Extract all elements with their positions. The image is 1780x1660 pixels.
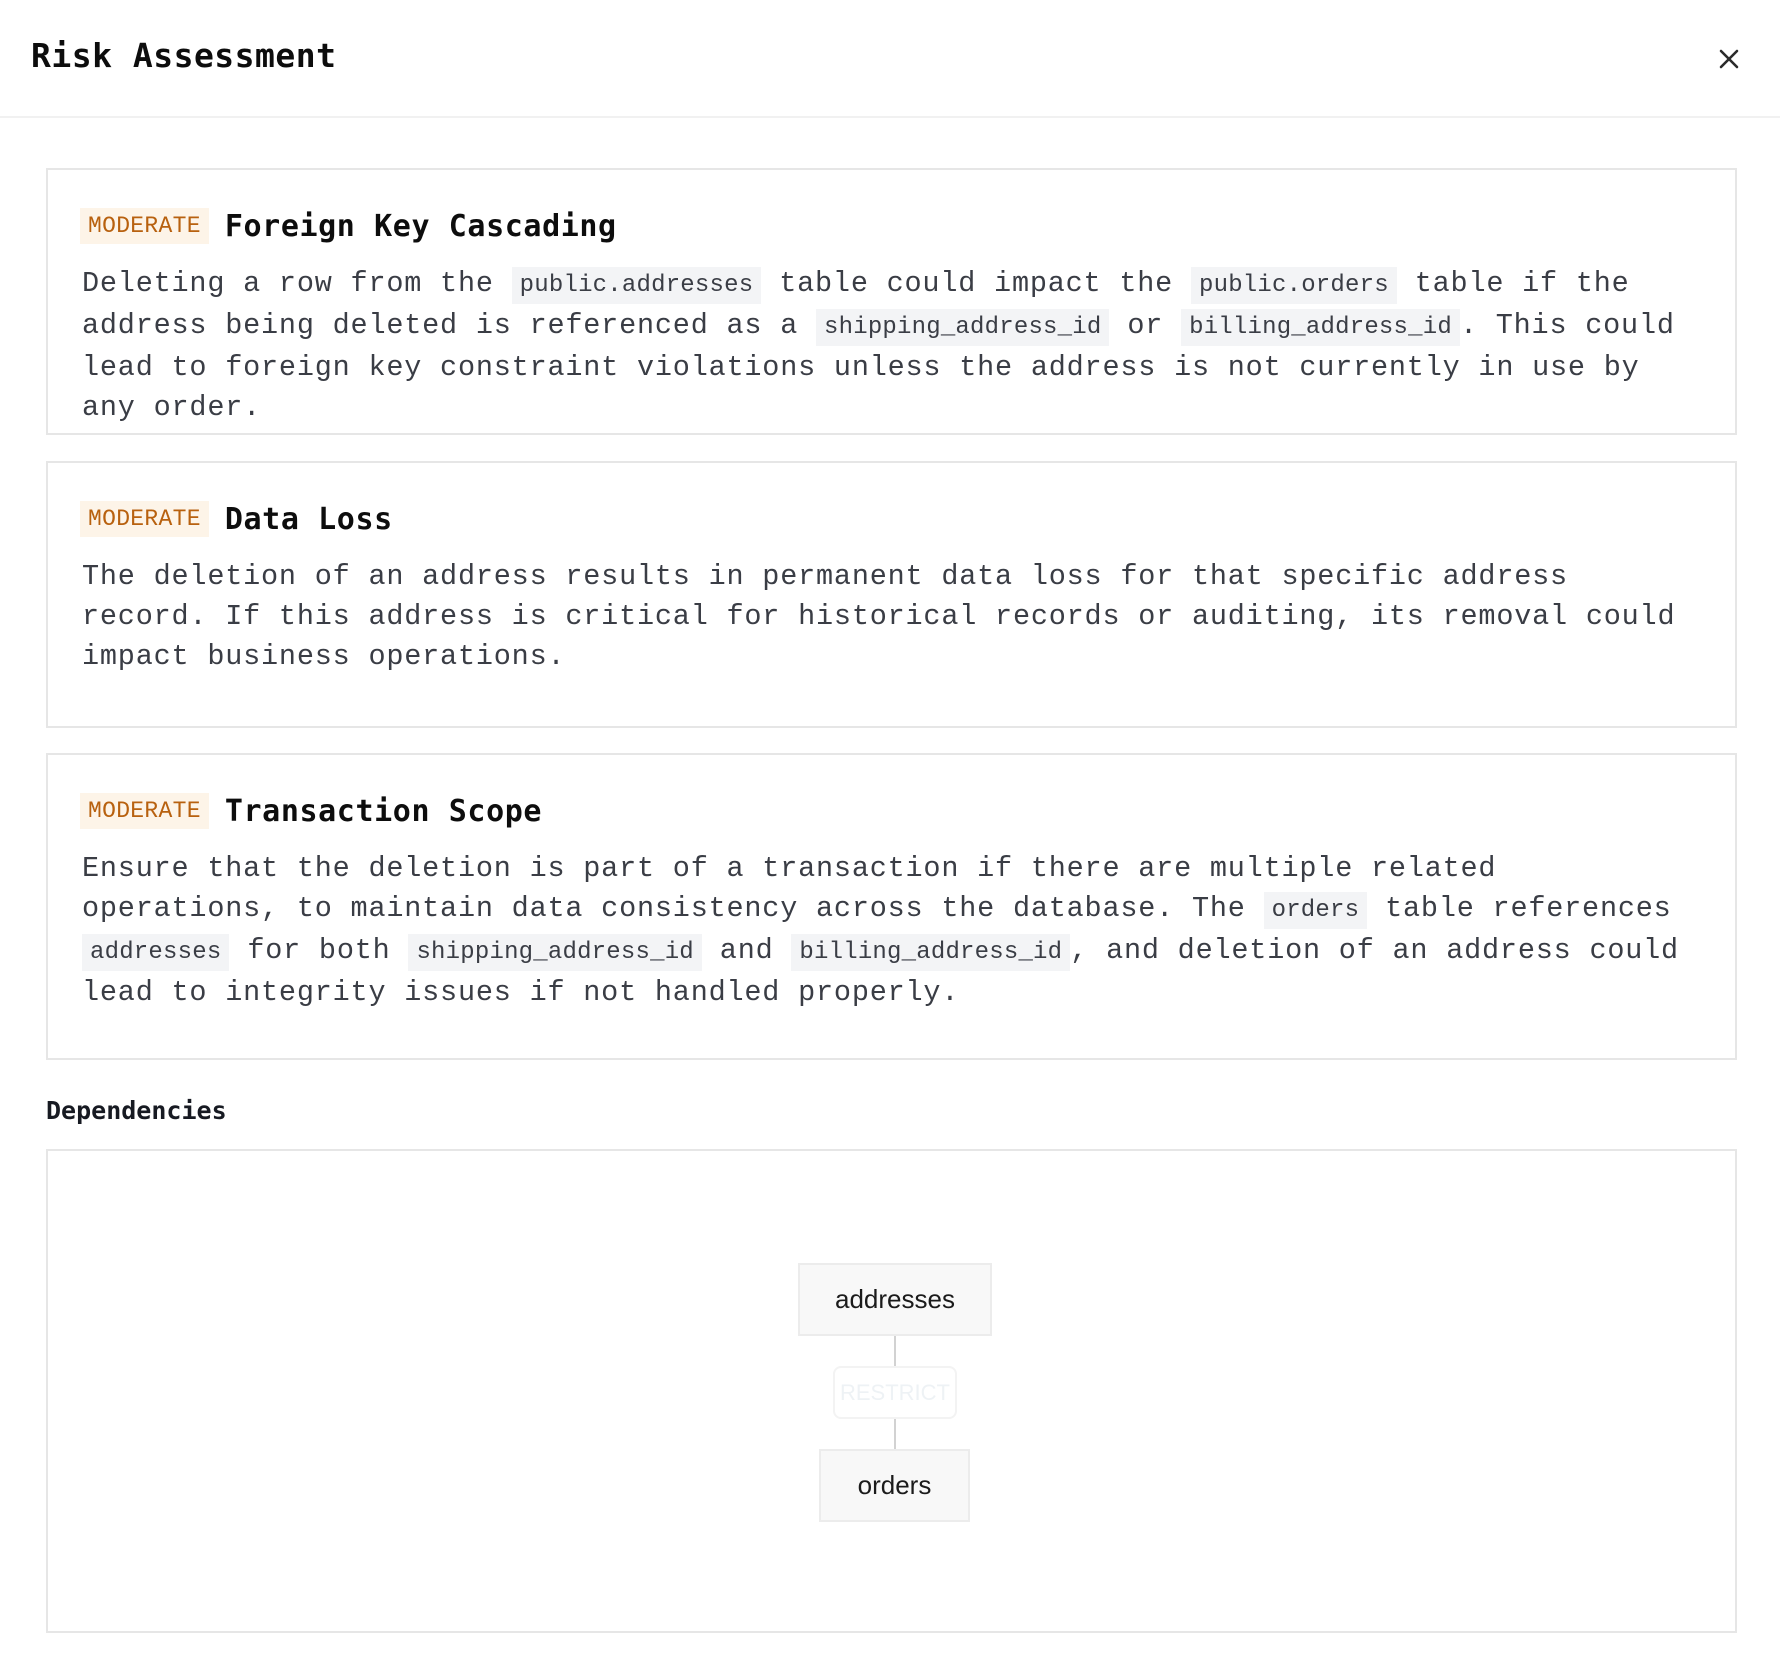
risk-card-foreign-key-cascading <box>46 168 1737 435</box>
dependencies-heading: Dependencies <box>46 1096 227 1125</box>
inline-code: billing_address_id <box>1181 309 1460 346</box>
inline-code: billing_address_id <box>791 934 1070 971</box>
inline-code: shipping_address_id <box>408 934 701 971</box>
risk-title: Transaction Scope <box>224 793 543 829</box>
risk-description <box>82 264 1701 428</box>
risk-card-data-loss <box>46 461 1737 728</box>
edge-label-restrict: RESTRICT <box>833 1366 957 1419</box>
description-text: Deleting a row from the <box>82 267 512 300</box>
graph-node-addresses[interactable]: addresses <box>798 1263 992 1336</box>
inline-code: addresses <box>82 934 229 971</box>
description-text: table could impact the <box>761 267 1191 300</box>
description-text: , and deletion of an address could lead to integrity issues if not handled properly. <box>82 934 1697 1009</box>
inline-code: public.orders <box>1191 267 1397 304</box>
graph-node-orders[interactable]: orders <box>819 1449 970 1522</box>
description-text: and <box>701 934 792 967</box>
description-text: . This could lead to foreign key constraint violations unless the address is not currently in use by any order. <box>82 309 1693 424</box>
description-text: or <box>1109 309 1182 342</box>
graph-edge <box>894 1336 896 1366</box>
severity-badge: MODERATE <box>80 208 209 244</box>
risk-card-transaction-scope <box>46 753 1737 1060</box>
close-icon <box>1712 42 1746 76</box>
description-text: for both <box>229 934 409 967</box>
description-text: Ensure that the deletion is part of a transaction if there are multiple related operations, to maintain data consistency across the database. The <box>82 852 1515 925</box>
risk-title: Data Loss <box>224 501 393 537</box>
inline-code: shipping_address_id <box>816 309 1109 346</box>
inline-code: public.addresses <box>512 267 762 304</box>
close-button[interactable] <box>1712 42 1746 76</box>
dialog-title: Risk Assessment <box>31 36 337 75</box>
severity-badge: MODERATE <box>80 501 209 537</box>
dialog-header <box>0 0 1780 118</box>
graph-edge <box>894 1419 896 1449</box>
inline-code: orders <box>1264 892 1368 929</box>
description-text: table references <box>1367 892 1690 925</box>
description-text: The deletion of an address results in permanent data loss for that specific address record. If this address is critical for historical records or auditing, its removal could impact business operations. <box>82 560 1694 673</box>
description-text: table if the address being deleted is referenced as a <box>82 267 1648 342</box>
risk-description <box>82 557 1701 677</box>
dependency-graph <box>46 1149 1737 1633</box>
risk-title: Foreign Key Cascading <box>224 208 617 244</box>
severity-badge: MODERATE <box>80 793 209 829</box>
risk-description <box>82 849 1701 1013</box>
